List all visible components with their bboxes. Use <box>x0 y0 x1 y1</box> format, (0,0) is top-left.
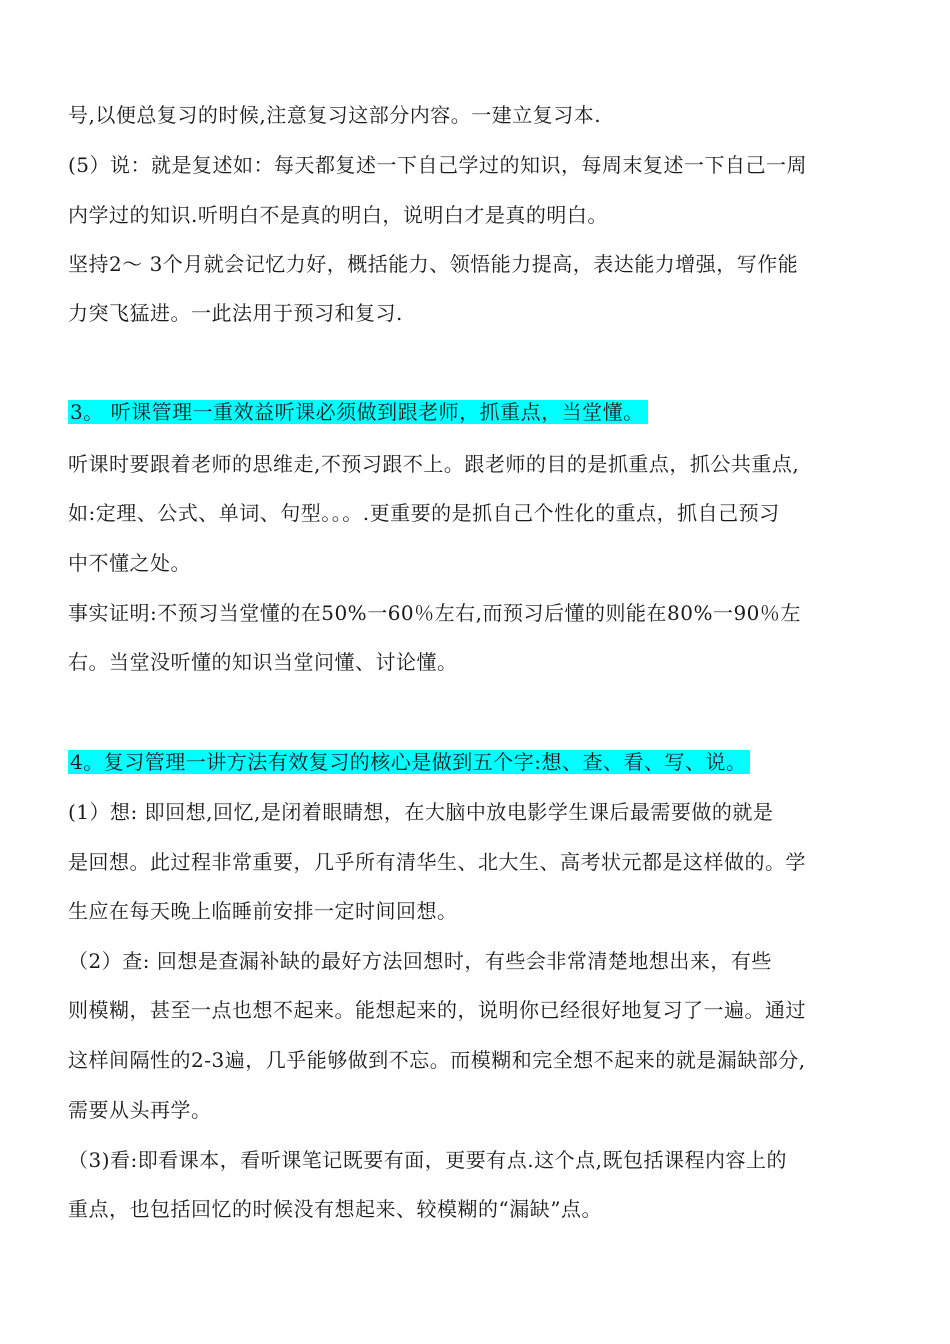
paragraph-line: 内学过的知识.听明白不是真的明白，说明白才是真的明白。 <box>68 203 608 227</box>
paragraph-line: 坚持2～ 3个月就会记忆力好，概括能力、领悟能力提高，表达能力增强，写作能 <box>68 252 799 276</box>
paragraph-line: 中不懂之处。 <box>68 551 191 575</box>
section-4-heading-row <box>68 748 750 776</box>
paragraph-line: 号,以便总复习的时候,注意复习这部分内容。一建立复习本. <box>68 103 602 127</box>
paragraph-line: 如:定理、公式、单词、句型。。。.更重要的是抓自己个性化的重点，抓自己预习 <box>68 501 780 525</box>
paragraph-line: (1）想: 即回想,回忆,是闭着眼睛想，在大脑中放电影学生课后最需要做的就是 <box>68 800 774 824</box>
paragraph-line: 事实证明:不预习当堂懂的在50%一60％左右,而预习后懂的则能在80%一90％左 <box>68 601 801 625</box>
paragraph-line: （3)看:即看课本，看听课笔记既要有面，更要有点.这个点,既包括课程内容上的 <box>68 1148 787 1172</box>
section-3-heading-row <box>68 398 648 426</box>
paragraph-line: （2）查: 回想是查漏补缺的最好方法回想时，有些会非常清楚地想出来，有些 <box>68 949 772 973</box>
section-3-heading: 3。 听课管理一重效益听课必须做到跟老师，抓重点，当堂懂。 <box>68 400 648 424</box>
paragraph-line: 听课时要跟着老师的思维走,不预习跟不上。跟老师的目的是抓重点，抓公共重点, <box>68 452 800 476</box>
paragraph-line: 右。当堂没听懂的知识当堂问懂、讨论懂。 <box>68 650 458 674</box>
paragraph-line: 则模糊，甚至一点也想不起来。能想起来的，说明你已经很好地复习了一遍。通过 <box>68 998 806 1022</box>
paragraph-line: 是回想。此过程非常重要，几乎所有清华生、北大生、高考状元都是这样做的。学 <box>68 850 806 874</box>
paragraph-line: 重点，也包括回忆的时候没有想起来、较模糊的“漏缺”点。 <box>68 1197 602 1221</box>
paragraph-line: 这样间隔性的2-3遍，几乎能够做到不忘。而模糊和完全想不起来的就是漏缺部分, <box>68 1048 806 1072</box>
paragraph-line: 需要从头再学。 <box>68 1098 212 1122</box>
paragraph-line: (5）说：就是复述如：每天都复述一下自己学过的知识，每周末复述一下自己一周 <box>68 153 808 177</box>
section-4-heading: 4。复习管理一讲方法有效复习的核心是做到五个字:想、查、看、写、说。 <box>68 750 750 774</box>
paragraph-line: 力突飞猛进。一此法用于预习和复习. <box>68 301 403 325</box>
paragraph-line: 生应在每天晚上临睡前安排一定时间回想。 <box>68 899 458 923</box>
